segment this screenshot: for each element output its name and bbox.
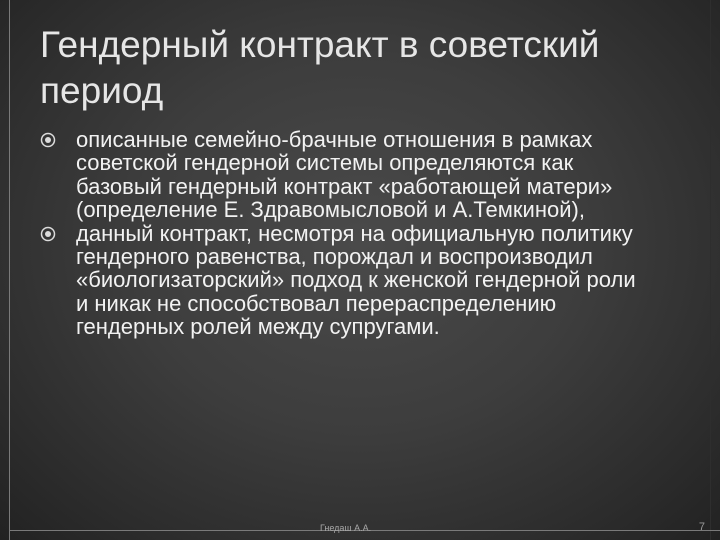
target-bullet-icon (40, 226, 56, 242)
bullet-text: данный контракт, несмотря на официальную политику гендерного равенства, порождал и воспроизводил «биологизаторский» подход к женской гендерной роли и никак не способствовал перераспределению гендерных ролей между супругами. (76, 220, 636, 340)
footer-author: Гнедаш А.А. (320, 523, 372, 533)
frame-right-line (710, 0, 711, 540)
bullet-item (38, 128, 648, 222)
frame-left-line (9, 0, 10, 540)
bullet-item (38, 222, 648, 339)
slide-title: Гендерный контракт в советский период (40, 24, 600, 111)
bullet-list (38, 128, 648, 339)
target-bullet-icon (40, 132, 56, 148)
page-number: 7 (698, 521, 705, 533)
bullet-text: описанные семейно-брачные отношения в рамках советской гендерной системы определяются как базовый гендерный контракт «работающей матери» (определение Е. Здравомысловой и А.Темкиной), (76, 127, 613, 223)
